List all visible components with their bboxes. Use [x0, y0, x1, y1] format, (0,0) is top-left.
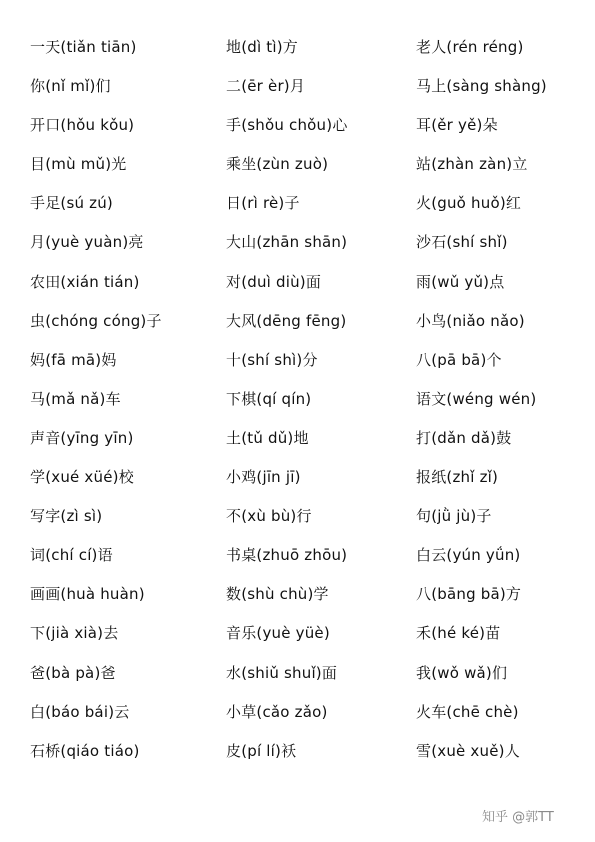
pinyin-item: 八(bāng bā)方 [416, 585, 522, 604]
pinyin-item: 大山(zhān shān) [226, 233, 348, 252]
pinyin-item: 耳(ěr yě)朵 [416, 116, 498, 135]
pinyin-item: 词(chí cí)语 [30, 546, 113, 565]
watermark: 知乎 @郭TT [482, 810, 554, 825]
pinyin-item: 爸(bà pà)爸 [30, 663, 116, 682]
pinyin-item: 站(zhàn zàn)立 [416, 155, 528, 174]
pinyin-item: 小鸡(jīn jī) [226, 468, 301, 487]
pinyin-item: 土(tǔ dǔ)地 [226, 428, 309, 447]
pinyin-item: 数(shù chù)学 [226, 585, 329, 604]
pinyin-item: 老人(rén réng) [416, 38, 524, 56]
pinyin-item: 小草(cǎo zǎo) [226, 702, 328, 721]
pinyin-item: 语文(wéng wén) [416, 389, 537, 408]
pinyin-item: 小鸟(niǎo nǎo) [416, 311, 525, 330]
pinyin-item: 虫(chóng cóng)子 [30, 311, 162, 330]
pinyin-item: 音乐(yuè yüè) [226, 624, 330, 643]
pinyin-item: 目(mù mǔ)光 [30, 155, 127, 174]
pinyin-item: 一天(tiǎn tiān) [30, 38, 137, 56]
column-2 [226, 28, 406, 771]
pinyin-item: 我(wǒ wǎ)们 [416, 663, 508, 682]
pinyin-item: 你(nǐ mǐ)们 [30, 77, 111, 96]
column-1 [30, 28, 210, 771]
pinyin-item: 农田(xián tián) [30, 272, 140, 291]
pinyin-item: 沙石(shí shǐ) [416, 233, 508, 252]
pinyin-item: 地(dì tì)方 [226, 38, 299, 56]
pinyin-item: 月(yuè yuàn)亮 [30, 233, 144, 252]
pinyin-item: 画画(huà huàn) [30, 585, 145, 604]
pinyin-item: 八(pā bā)个 [416, 350, 502, 369]
pinyin-item: 写字(zì sì) [30, 507, 103, 526]
pinyin-item: 马上(sàng shàng) [416, 77, 547, 96]
pinyin-item: 下(jià xià)去 [30, 624, 119, 643]
pinyin-item: 水(shiǔ shuǐ)面 [226, 663, 338, 682]
pinyin-item: 禾(hé ké)苗 [416, 624, 501, 643]
pinyin-item: 妈(fā mā)妈 [30, 350, 117, 369]
pinyin-item: 句(jǜ jù)子 [416, 507, 492, 526]
pinyin-item: 不(xù bù)行 [226, 507, 312, 526]
pinyin-item: 对(duì diù)面 [226, 272, 322, 291]
pinyin-item: 雪(xuè xuě)人 [416, 741, 520, 760]
pinyin-item: 手(shǒu chǒu)心 [226, 116, 348, 135]
pinyin-item: 皮(pí lí)袄 [226, 741, 297, 760]
pinyin-item: 马(mǎ nǎ)车 [30, 389, 121, 408]
pinyin-item: 学(xué xüé)校 [30, 468, 134, 487]
pinyin-item: 书桌(zhuō zhōu) [226, 546, 348, 565]
pinyin-item: 火车(chē chè) [416, 702, 519, 721]
pinyin-item: 日(rì rè)子 [226, 194, 300, 213]
pinyin-item: 下棋(qí qín) [226, 389, 312, 408]
pinyin-item: 报纸(zhǐ zǐ) [416, 468, 499, 487]
pinyin-item: 十(shí shì)分 [226, 350, 318, 369]
pinyin-item: 白(báo bái)云 [30, 702, 130, 721]
pinyin-item: 火(guǒ huǒ)红 [416, 194, 522, 213]
pinyin-item: 声音(yīng yīn) [30, 428, 134, 447]
pinyin-item: 大风(dēng fēng) [226, 311, 347, 330]
pinyin-item: 白云(yún yǘn) [416, 546, 521, 565]
pinyin-item: 雨(wǔ yǔ)点 [416, 272, 505, 291]
pinyin-item: 手足(sú zú) [30, 194, 113, 213]
pinyin-item: 石桥(qiáo tiáo) [30, 741, 140, 760]
column-3 [416, 28, 591, 771]
pinyin-item: 打(dǎn dǎ)鼓 [416, 428, 512, 447]
pinyin-item: 开口(hǒu kǒu) [30, 116, 135, 135]
pinyin-item: 二(ēr èr)月 [226, 77, 306, 96]
pinyin-item: 乘坐(zùn zuò) [226, 155, 329, 174]
